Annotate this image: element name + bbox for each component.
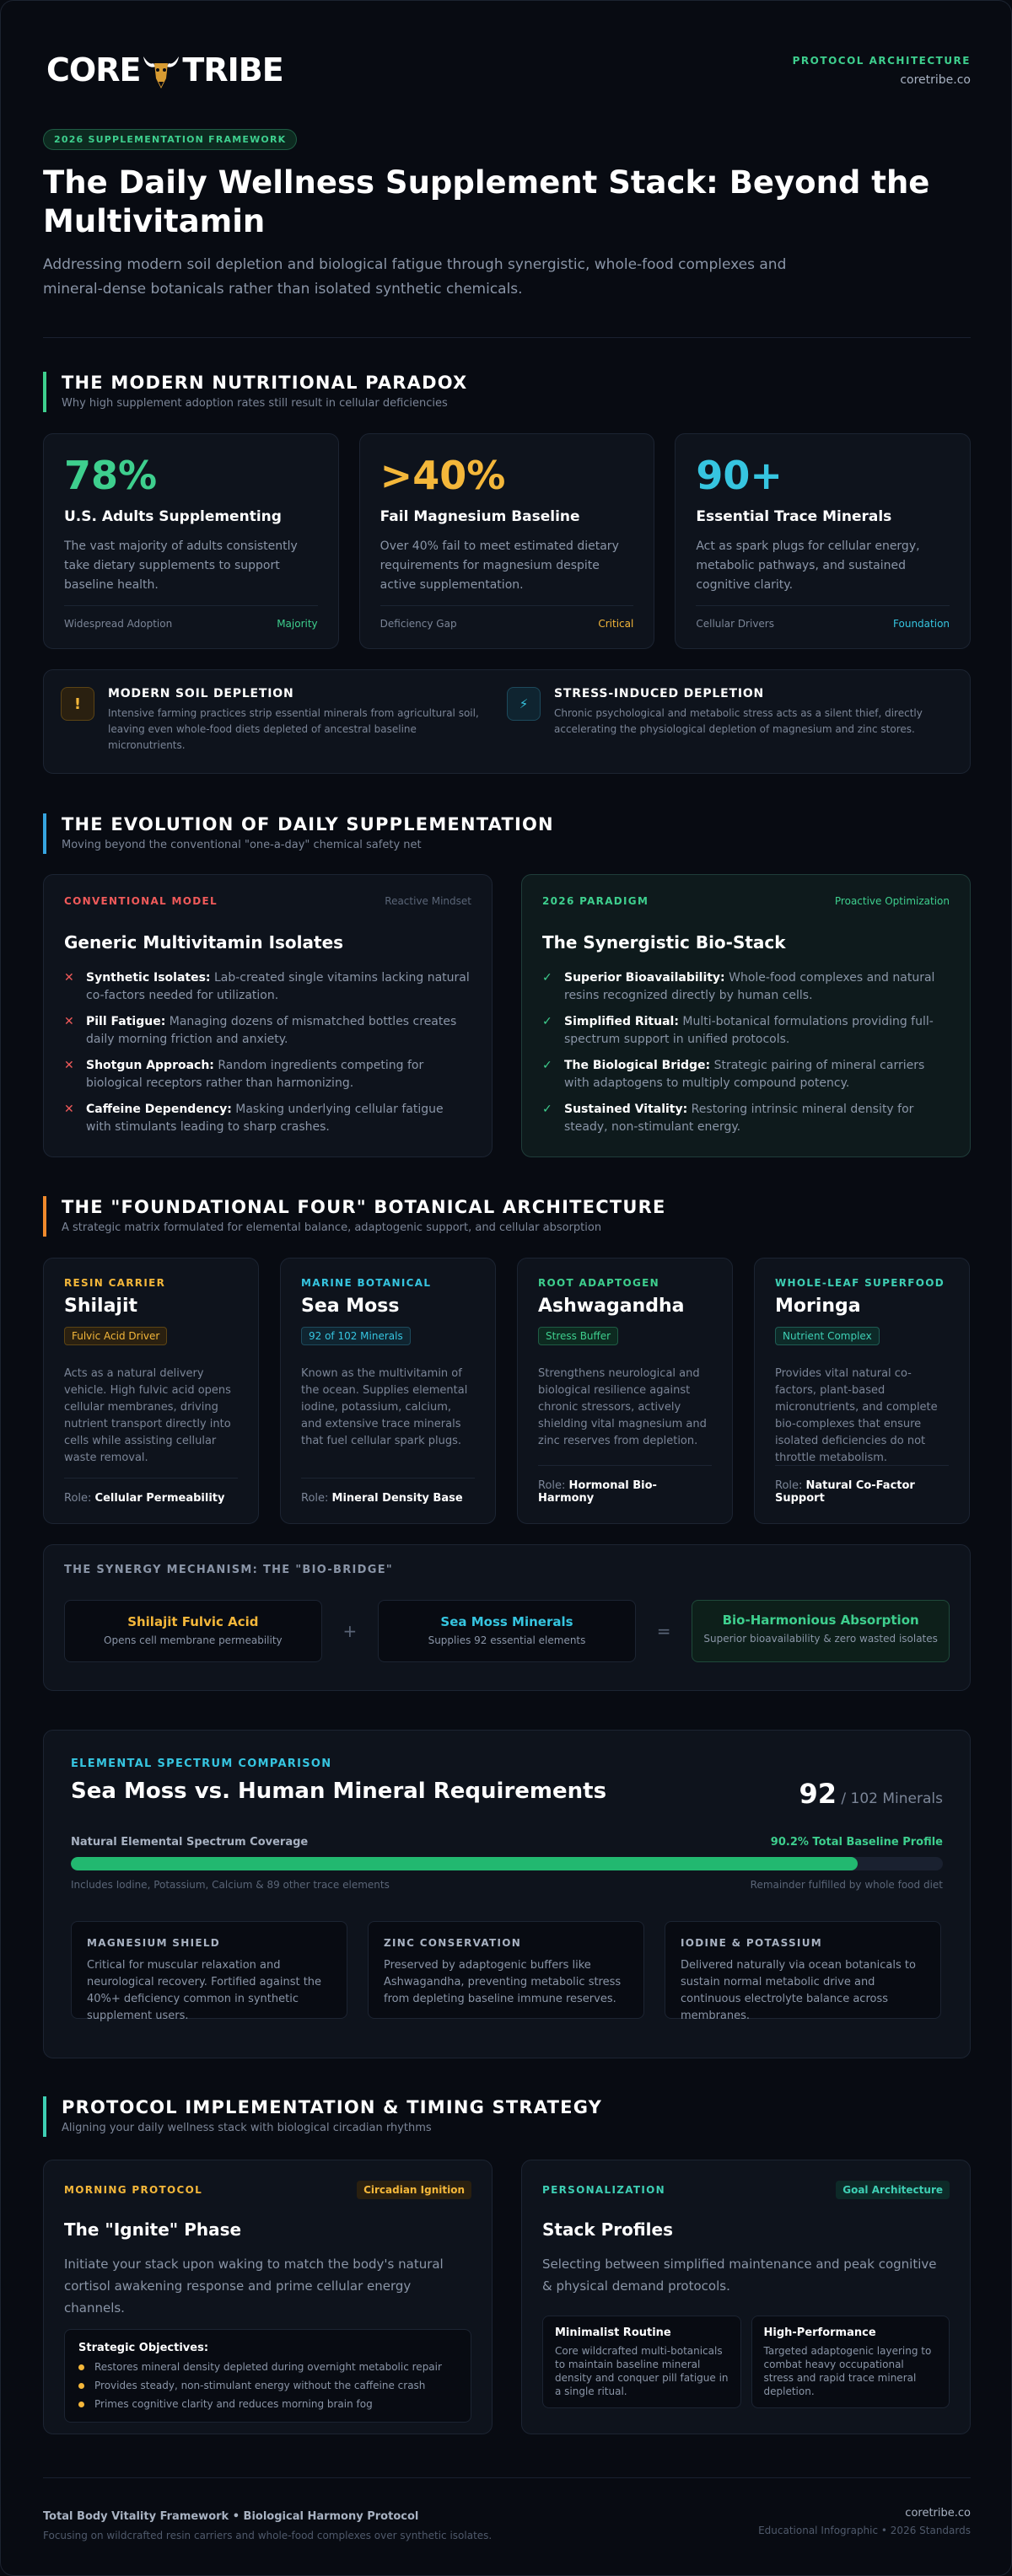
synergy-result	[692, 1600, 950, 1662]
list-item	[64, 1057, 471, 1092]
card-heading: Stack Profiles	[542, 2219, 673, 2240]
cross-icon: ✕	[64, 1059, 74, 1072]
check-icon: ✓	[542, 971, 552, 985]
morning-protocol-card	[43, 2160, 493, 2434]
synergy-title: THE SYNERGY MECHANISM: THE "BIO-BRIDGE"	[64, 1564, 393, 1576]
conventional-card	[43, 874, 493, 1157]
role-value: Cellular Permeability	[94, 1492, 225, 1505]
footer-sub: Focusing on wildcrafted resin carriers and whole-food complexes over synthetic isolates.	[43, 2530, 493, 2541]
mineral-title: IODINE & POTASSIUM	[681, 1937, 822, 1949]
section-heading	[43, 372, 971, 412]
objectives-title: Strategic Objectives:	[78, 2342, 209, 2354]
card-mindset: Proactive Optimization	[834, 895, 950, 907]
botanical-desc: Known as the multivitamin of the ocean. Supplies elemental iodine, potassium, calcium, and extensive trace minerals that fuel cellular spark plugs.	[301, 1367, 468, 1447]
hero	[43, 129, 971, 338]
mineral-desc: Delivered naturally via ocean botanicals to sustain normal metabolic drive and continuous electrolyte balance across membranes.	[681, 1959, 916, 2022]
bullet-dot	[78, 2364, 84, 2370]
stat-footer	[696, 605, 950, 630]
point-title: Superior Bioavailability:	[564, 971, 725, 985]
botanical-desc: Strengthens neurological and biological resilience against chronic stressors, actively shielding vital magnesium and zinc reserves from depletion.	[538, 1367, 707, 1447]
stat-foot-status: Majority	[277, 618, 318, 630]
botanical-name: Sea Moss	[301, 1296, 400, 1317]
coverage-value: 90.2% Total Baseline Profile	[770, 1836, 943, 1849]
point-text: Multi-botanical formulations providing full-spectrum support in unified protocols.	[564, 1015, 934, 1046]
section-title: PROTOCOL IMPLEMENTATION & TIMING STRATEGY	[62, 2097, 603, 2117]
profile-desc: Core wildcrafted multi-botanicals to maintain baseline mineral density and conquer pill fatigue in a single ritual.	[555, 2345, 729, 2397]
list-item	[542, 1101, 950, 1136]
stat-desc: The vast majority of adults consistently take dietary supplements to support baseline health.	[64, 539, 298, 592]
list-item	[64, 1013, 471, 1049]
check-icon: ✓	[542, 1015, 552, 1028]
footer-title: Total Body Vitality Framework • Biological Harmony Protocol	[43, 2510, 419, 2523]
stat-cards	[43, 433, 971, 649]
role-label: Role:	[538, 1479, 569, 1492]
stat-card	[675, 433, 971, 649]
mineral-desc: Preserved by adaptogenic buffers like Ashwagandha, preventing metabolic stress from depleting baseline immune reserves.	[384, 1959, 622, 2005]
objective-item	[78, 2398, 457, 2410]
personalization-card	[521, 2160, 971, 2434]
synergy-equation	[64, 1600, 950, 1662]
botanical-card-shilajit	[43, 1258, 259, 1524]
section-title: THE MODERN NUTRITIONAL PARADOX	[62, 373, 468, 393]
role-value: Hormonal Bio-Harmony	[538, 1479, 657, 1505]
section-subtitle: Why high supplement adoption rates still result in cellular deficiencies	[62, 397, 448, 410]
list-item	[64, 969, 471, 1005]
role-value: Natural Co-Factor Support	[775, 1479, 915, 1505]
botanical-name: Ashwagandha	[538, 1296, 685, 1317]
brand-right: TRIBE	[182, 51, 283, 89]
footer-meta: Educational Infographic • 2026 Standards	[758, 2525, 971, 2536]
section-title: THE EVOLUTION OF DAILY SUPPLEMENTATION	[62, 814, 554, 835]
header-meta	[793, 55, 971, 87]
mineral-title: ZINC CONSERVATION	[384, 1937, 522, 1949]
botanical-name: Shilajit	[64, 1296, 138, 1317]
point-text: Managing dozens of mismatched bottles creates daily morning friction and anxiety.	[86, 1015, 457, 1046]
stat-foot-label: Cellular Drivers	[696, 618, 774, 630]
section-heading	[43, 1196, 971, 1237]
point-title: Simplified Ritual:	[564, 1015, 679, 1028]
mineral-count-value: 92	[799, 1778, 837, 1810]
section-heading	[43, 2096, 971, 2137]
stat-foot-label: Deficiency Gap	[380, 618, 457, 630]
depletion-title: STRESS-INDUCED DEPLETION	[554, 687, 765, 700]
botanical-badge: Nutrient Complex	[775, 1327, 880, 1345]
bull-skull-icon	[142, 48, 180, 92]
card-chip: Circadian Ignition	[357, 2181, 471, 2199]
botanical-badge: Stress Buffer	[538, 1327, 618, 1345]
depletion-item	[507, 687, 953, 756]
stack-profiles	[542, 2316, 950, 2408]
botanical-badge: 92 of 102 Minerals	[301, 1327, 411, 1345]
coverage-progress-bar	[71, 1857, 943, 1870]
synergy-box-sub: Opens cell membrane permeability	[104, 1634, 283, 1646]
role-value: Mineral Density Base	[331, 1492, 463, 1505]
synergy-box-sub: Superior bioavailability & zero wasted isolates	[703, 1633, 938, 1645]
synergy-box-sub: Supplies 92 essential elements	[428, 1634, 586, 1646]
botanical-cards	[43, 1258, 971, 1524]
synergy-input-shilajit	[64, 1600, 322, 1662]
list-item	[64, 1101, 471, 1136]
card-mindset: Reactive Mindset	[385, 895, 471, 907]
depletion-item	[61, 687, 507, 756]
lightning-icon: ⚡	[507, 687, 541, 721]
framework-pill: 2026 SUPPLEMENTATION FRAMEWORK	[43, 129, 297, 150]
point-title: Pill Fatigue:	[86, 1015, 166, 1028]
card-tag: PERSONALIZATION	[542, 2184, 665, 2196]
role-label: Role:	[775, 1479, 806, 1492]
synergy-box-title: Shilajit Fulvic Acid	[127, 1614, 259, 1629]
depletion-desc: Chronic psychological and metabolic stress acts as a silent thief, directly accelerating the physiological depletion of magnesium and zinc stores.	[554, 707, 923, 735]
list-item	[542, 1013, 950, 1049]
botanical-role	[538, 1465, 712, 1505]
spectrum-label: ELEMENTAL SPECTRUM COMPARISON	[71, 1758, 332, 1770]
profile-title: Minimalist Routine	[555, 2326, 671, 2339]
bullet-dot	[78, 2383, 84, 2389]
stat-value: >40%	[380, 453, 506, 498]
botanical-desc: Provides vital natural co-factors, plant-based micronutrients, and complete bio-complexes that ensure isolated deficiencies do not throttle metabolism.	[775, 1367, 938, 1464]
botanical-category: MARINE BOTANICAL	[301, 1277, 432, 1289]
point-text: Strategic pairing of mineral carriers with adaptogens to multiply compound potency.	[564, 1059, 925, 1090]
card-heading: The "Ignite" Phase	[64, 2219, 242, 2240]
point-title: Caffeine Dependency:	[86, 1103, 232, 1116]
check-icon: ✓	[542, 1059, 552, 1072]
botanical-role	[775, 1465, 949, 1505]
objective-item	[78, 2361, 457, 2373]
paradigm-card	[521, 874, 971, 1157]
synergy-input-sea-moss	[378, 1600, 636, 1662]
coverage-label: Natural Elemental Spectrum Coverage	[71, 1836, 309, 1849]
warning-icon: !	[61, 687, 94, 721]
mineral-card	[71, 1921, 347, 2022]
botanical-name: Moringa	[775, 1296, 861, 1317]
botanical-category: WHOLE-LEAF SUPERFOOD	[775, 1277, 945, 1289]
botanical-role	[64, 1478, 238, 1505]
mineral-cards	[71, 1921, 943, 2022]
card-heading: The Synergistic Bio-Stack	[542, 932, 786, 953]
cross-icon: ✕	[64, 971, 74, 985]
objective-text: Primes cognitive clarity and reduces morning brain fog	[94, 2398, 373, 2410]
profile-high-performance[interactable]	[751, 2316, 950, 2408]
protocol-section	[43, 2096, 971, 2137]
stat-desc: Over 40% fail to meet estimated dietary requirements for magnesium despite active supplementation.	[380, 539, 619, 592]
depletion-desc: Intensive farming practices strip essential minerals from agricultural soil, leaving even whole-food diets depleted of ancestral baseline micronutrients.	[108, 707, 479, 751]
card-desc: Selecting between simplified maintenance and peak cognitive & physical demand protocols.	[542, 2257, 937, 2294]
card-heading: Generic Multivitamin Isolates	[64, 932, 344, 953]
equals-icon: =	[656, 1621, 671, 1641]
depletion-panel	[43, 669, 971, 774]
botanical-card-moringa	[754, 1258, 970, 1524]
plus-icon: +	[342, 1621, 358, 1641]
coverage-header	[71, 1836, 943, 1849]
synergy-panel	[43, 1544, 971, 1691]
point-title: Sustained Vitality:	[564, 1103, 688, 1116]
botanical-desc: Acts as a natural delivery vehicle. High fulvic acid opens cellular membranes, driving nutrient transport directly into cells while assisting cellular waste removal.	[64, 1367, 231, 1464]
stat-foot-status: Critical	[598, 618, 634, 630]
divider	[43, 337, 971, 338]
card-chip: Goal Architecture	[836, 2181, 950, 2199]
coverage-footer	[71, 1879, 943, 1891]
profile-minimalist[interactable]	[542, 2316, 741, 2408]
section-subtitle: A strategic matrix formulated for elemental balance, adaptogenic support, and cellular absorption	[62, 1221, 602, 1234]
stat-value: 78%	[64, 453, 158, 498]
mineral-title: MAGNESIUM SHIELD	[87, 1937, 221, 1949]
page-title: The Daily Wellness Supplement Stack: Beyond the Multivitamin	[43, 164, 930, 239]
cross-icon: ✕	[64, 1103, 74, 1116]
stat-foot-status: Foundation	[893, 618, 950, 630]
objective-item	[78, 2380, 457, 2391]
stat-footer	[380, 605, 634, 630]
spectrum-title: Sea Moss vs. Human Mineral Requirements	[71, 1779, 607, 1804]
stat-desc: Act as spark plugs for cellular energy, metabolic pathways, and sustained cognitive clarity.	[696, 539, 920, 592]
stat-title: Fail Magnesium Baseline	[380, 508, 580, 525]
stat-value: 90+	[696, 453, 783, 498]
point-text: Restoring intrinsic mineral density for steady, non-stimulant energy.	[564, 1103, 914, 1134]
footer	[43, 2477, 971, 2541]
section-subtitle: Aligning your daily wellness stack with biological circadian rhythms	[62, 2122, 432, 2134]
objective-text: Restores mineral density depleted during overnight metabolic repair	[94, 2361, 442, 2373]
point-text: Random ingredients competing for biological receptors rather than harmonizing.	[86, 1059, 424, 1090]
foundational-section	[43, 1196, 971, 1237]
mineral-count	[799, 1778, 943, 1810]
spectrum-panel	[43, 1730, 971, 2058]
point-title: The Biological Bridge:	[564, 1059, 711, 1072]
mineral-count-suffix: / 102 Minerals	[841, 1790, 943, 1807]
bullet-dot	[78, 2402, 84, 2407]
botanical-role	[301, 1478, 475, 1505]
depletion-title: MODERN SOIL DEPLETION	[108, 687, 294, 700]
header	[43, 43, 971, 110]
mineral-card	[368, 1921, 644, 2019]
mineral-desc: Critical for muscular relaxation and neurological recovery. Fortified against the 40%+ deficiency common in synthetic supplement users.	[87, 1959, 322, 2022]
stat-card	[359, 433, 655, 649]
check-icon: ✓	[542, 1103, 552, 1116]
coverage-note: Includes Iodine, Potassium, Calcium & 89 other trace elements	[71, 1879, 390, 1891]
stat-title: Essential Trace Minerals	[696, 508, 892, 525]
point-list	[542, 969, 950, 1136]
card-tag: CONVENTIONAL MODEL	[64, 895, 218, 907]
card-tag: MORNING PROTOCOL	[64, 2184, 203, 2196]
card-desc: Initiate your stack upon waking to match the body's natural cortisol awakening response and prime cellular energy channels.	[64, 2257, 444, 2316]
botanical-category: ROOT ADAPTOGEN	[538, 1277, 660, 1289]
mineral-card	[665, 1921, 941, 2022]
botanical-card-sea-moss	[280, 1258, 496, 1524]
coverage-remainder: Remainder fulfilled by whole food diet	[750, 1879, 943, 1891]
stat-foot-label: Widespread Adoption	[64, 618, 173, 630]
section-heading	[43, 813, 971, 854]
point-text: Whole-food complexes and natural resins recognized directly by human cells.	[564, 971, 935, 1002]
point-title: Shotgun Approach:	[86, 1059, 214, 1072]
brand-logo[interactable]	[46, 48, 283, 92]
botanical-card-ashwagandha	[517, 1258, 733, 1524]
evolution-section	[43, 813, 971, 854]
stat-footer	[64, 605, 318, 630]
section-subtitle: Moving beyond the conventional "one-a-day" chemical safety net	[62, 839, 422, 851]
synergy-box-title: Sea Moss Minerals	[440, 1614, 573, 1629]
cross-icon: ✕	[64, 1015, 74, 1028]
list-item	[542, 1057, 950, 1092]
role-label: Role:	[301, 1492, 332, 1505]
header-label: PROTOCOL ARCHITECTURE	[792, 55, 971, 67]
profile-title: High-Performance	[763, 2326, 876, 2339]
paradox-section	[43, 372, 971, 412]
brand-left: CORE	[46, 51, 141, 89]
header-domain[interactable]: coretribe.co	[900, 73, 971, 87]
card-tag: 2026 PARADIGM	[542, 895, 649, 907]
synergy-box-title: Bio-Harmonious Absorption	[722, 1613, 919, 1628]
stat-title: U.S. Adults Supplementing	[64, 508, 282, 525]
protocol-cards	[43, 2160, 971, 2434]
role-label: Role:	[64, 1492, 95, 1505]
objectives-box	[64, 2329, 471, 2423]
point-text: Lab-created single vitamins lacking natural co-factors needed for utilization.	[86, 971, 470, 1002]
point-list	[64, 969, 471, 1136]
hero-lead: Addressing modern soil depletion and biological fatigue through synergistic, whole-food complexes and mineral-dense botanicals rather than isolated synthetic chemicals.	[43, 256, 787, 298]
profile-desc: Targeted adaptogenic layering to combat heavy occupational stress and rapid trace mineral depletion.	[763, 2345, 932, 2397]
stat-card	[43, 433, 339, 649]
objective-text: Provides steady, non-stimulant energy without the caffeine crash	[94, 2380, 426, 2391]
botanical-badge: Fulvic Acid Driver	[64, 1327, 167, 1345]
botanical-category: RESIN CARRIER	[64, 1277, 166, 1289]
evolution-comparison	[43, 874, 971, 1157]
coverage-fill	[71, 1857, 858, 1870]
point-text: Masking underlying cellular fatigue with stimulants leading to sharp crashes.	[86, 1103, 444, 1134]
list-item	[542, 969, 950, 1005]
section-title: THE "FOUNDATIONAL FOUR" BOTANICAL ARCHITECTURE	[62, 1197, 666, 1217]
footer-domain[interactable]: coretribe.co	[905, 2507, 971, 2520]
point-title: Synthetic Isolates:	[86, 971, 211, 985]
